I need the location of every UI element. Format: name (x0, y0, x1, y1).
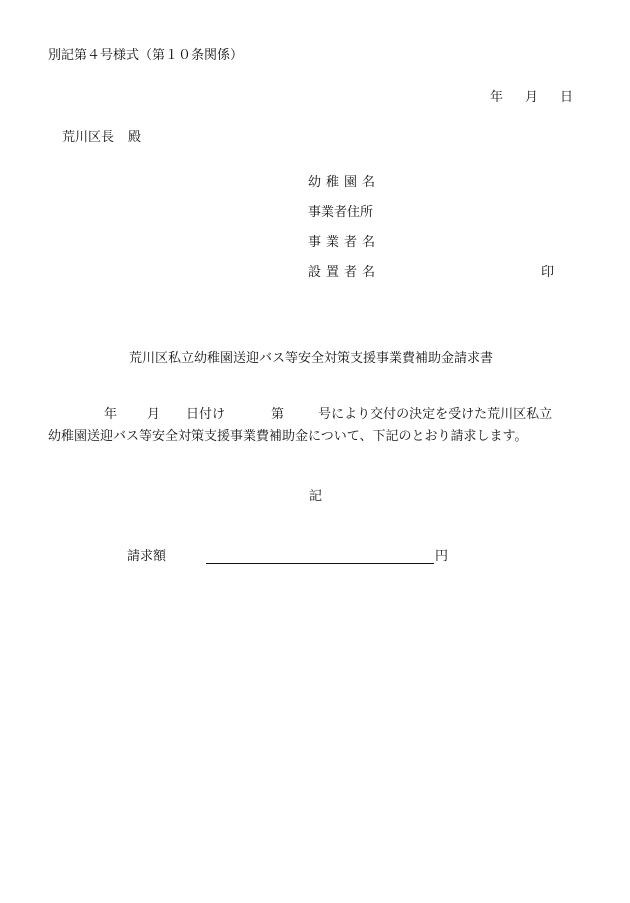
document-title: 荒川区私立幼稚園送迎バス等安全対策支援事業費補助金請求書 (129, 351, 494, 366)
amount-label: 請求額 (127, 549, 167, 564)
seal-mark: 印 (541, 265, 555, 280)
form-number: 別記第４号様式（第１０条関係） (48, 48, 244, 63)
date-month: 月 (525, 90, 539, 105)
amount-input-line[interactable] (206, 563, 434, 564)
body-line-2: 幼稚園送迎バス等安全対策支援事業費補助金について、下記のとおり請求します。 (48, 429, 528, 444)
body-dai: 第 (271, 407, 285, 422)
date-year: 年 (490, 90, 504, 105)
founder-name-label: 設置者名 (308, 265, 381, 280)
body-month: 月 (147, 407, 161, 422)
addressee (62, 130, 141, 146)
body-line-1 (104, 407, 552, 423)
body-year: 年 (104, 407, 118, 422)
amount-unit: 円 (435, 549, 449, 564)
operator-name-label: 事業者名 (308, 235, 381, 250)
operator-address-label: 事業者住所 (308, 205, 374, 220)
kindergarten-name-label: 幼稚園名 (308, 175, 381, 190)
addressee-name: 荒川区長 (62, 130, 115, 145)
addressee-honorific: 殿 (128, 130, 142, 145)
date-day: 日 (560, 90, 574, 105)
date-line (490, 90, 573, 106)
body-line1-rest: 号により交付の決定を受けた荒川区私立 (318, 407, 553, 422)
ki-heading: 記 (309, 489, 323, 504)
body-dated: 日付け (186, 407, 226, 422)
